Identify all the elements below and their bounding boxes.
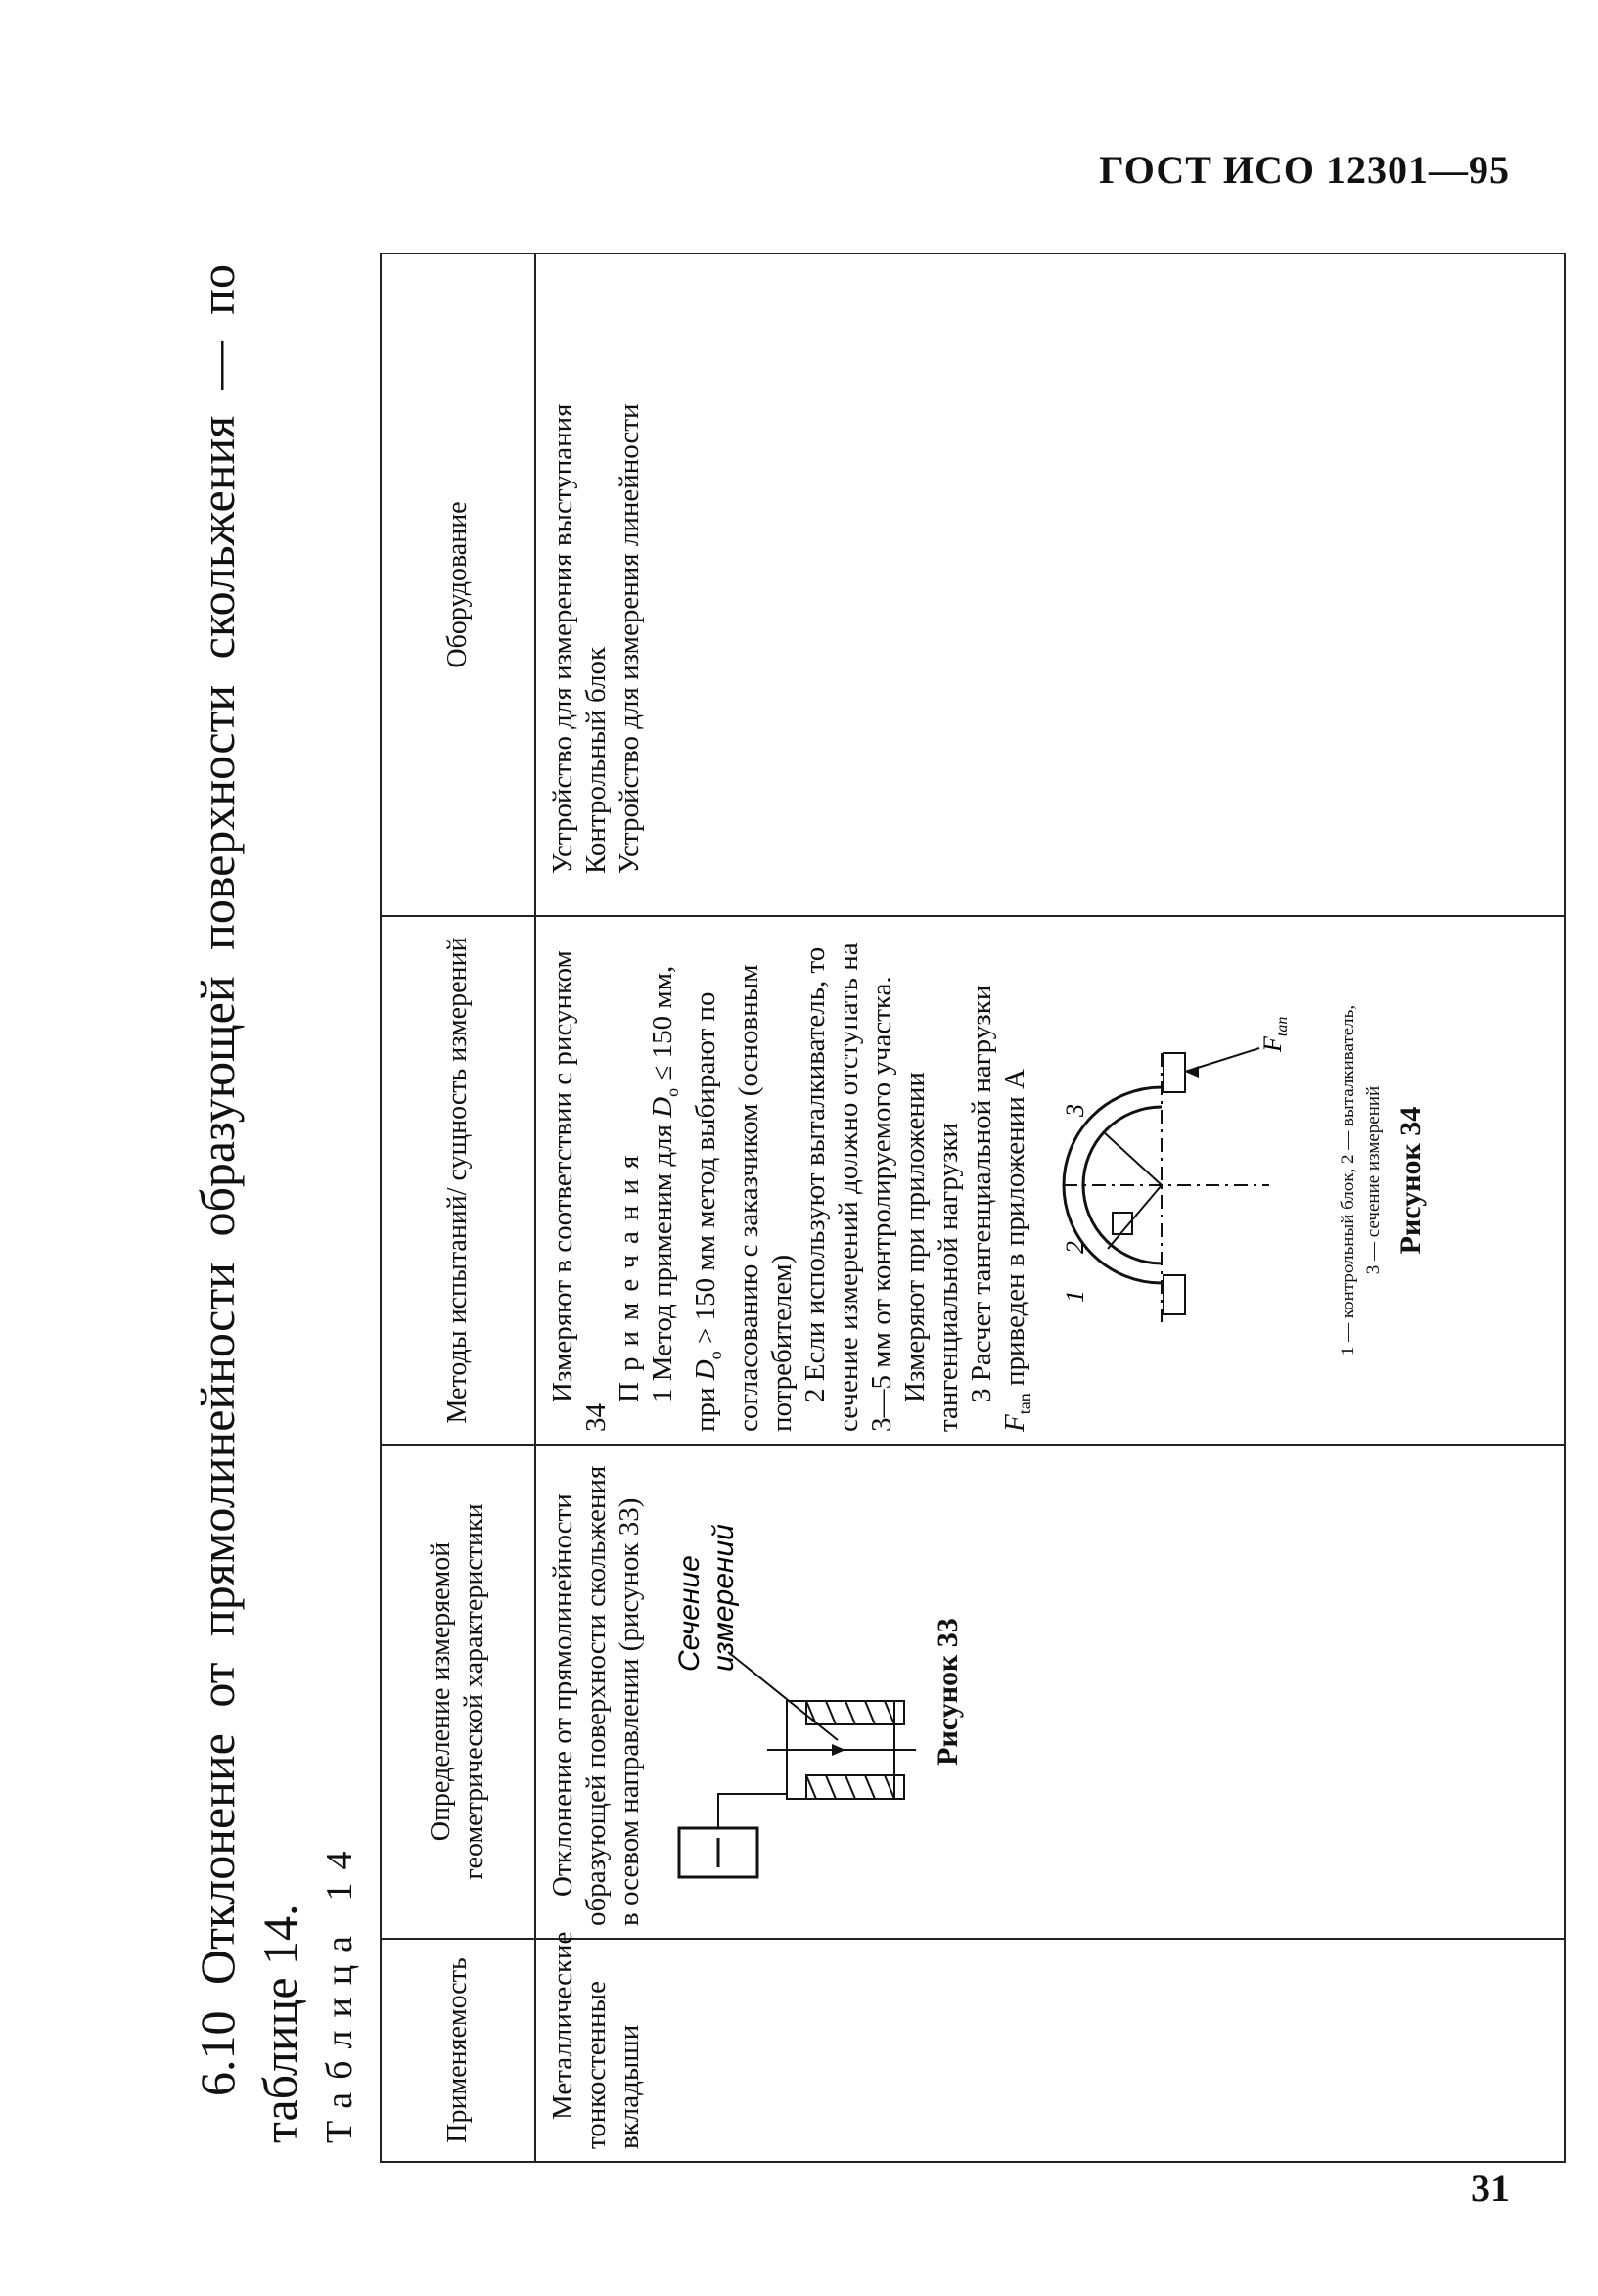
cell-equipment xyxy=(535,253,1565,916)
table-caption: Таблица 14 xyxy=(319,1838,360,2143)
header-applicability: Применяемость xyxy=(381,1939,535,2162)
figure-34-marker: 3 xyxy=(1061,1104,1090,1117)
figure-34-caption: Рисунок 34 xyxy=(1394,1106,1428,1255)
note-1-symbol: D xyxy=(647,1096,678,1118)
figure-34-drawing xyxy=(1054,1016,1292,1342)
figure-33-caption: Рисунок 33 xyxy=(932,1618,964,1766)
figure-33-label: Сечение xyxy=(673,1555,706,1673)
rotated-content xyxy=(147,254,1575,2163)
equipment-item: Устройство для измерения линейности xyxy=(614,403,645,874)
figure-34-force xyxy=(1258,1017,1291,1053)
table-row xyxy=(535,253,1565,2162)
note-3-part: приведен в приложении А xyxy=(998,1069,1030,1394)
cell-definition xyxy=(535,1445,1565,1939)
note-2: 2 Если используют выталкиватель, то сечение измерений должно отступать на 3—5 мм от контролируемого участка. xyxy=(799,942,897,1432)
table-header-row xyxy=(381,253,535,2162)
figure-34-legend: 1 — контрольный блок, 2 — выталкиватель, xyxy=(1338,1004,1359,1356)
note-1-part: > 150 мм метод выбирают по согласованию с заказчиком (основным потребителем) xyxy=(689,964,798,1432)
note-1 xyxy=(646,929,799,1432)
note-2b: Измеряют при приложении тангенциальной нагрузки xyxy=(898,1072,964,1432)
definition-text: Отклонение от прямолинейности образующей поверхности скольжения в осевом направлении (рисунок 33) xyxy=(547,1465,645,1926)
note-1-part: 1 Метод применим для xyxy=(647,1117,678,1402)
note-3 xyxy=(965,929,1041,1432)
header-definition: Определение измеряемой геометрической характеристики xyxy=(381,1445,535,1939)
figure-33-label-2: измерений xyxy=(708,1524,740,1673)
equipment-item: Устройство для измерения выступания xyxy=(547,403,578,874)
note-3-sub: tan xyxy=(1014,1393,1034,1415)
page-number: 31 xyxy=(1471,2166,1510,2210)
note-1-part: ≤ 150 мм, при xyxy=(647,965,721,1432)
section-title: 6.10 Отклонение от прямолинейности образующей поверхности скольжения — по таблице 14. xyxy=(190,264,307,2143)
figure-34-legend-2: 3 — сечение измерений xyxy=(1363,1085,1385,1275)
figure-34-marker: 2 xyxy=(1061,1241,1090,1254)
note-3-symbol: F xyxy=(998,1414,1030,1432)
document-header: ГОСТ ИСО 12301—95 xyxy=(1099,148,1510,192)
notes-label: Примечания xyxy=(614,1144,645,1402)
force-sub: tan xyxy=(1274,1016,1292,1037)
note-1-symbol: D xyxy=(689,1359,721,1381)
figure-33-drawing xyxy=(660,1487,924,1898)
force-symbol: F xyxy=(1258,1036,1288,1052)
equipment-item: Контрольный блок xyxy=(580,646,612,874)
note-3-part: 3 Расчет тангенциальной нагрузки xyxy=(965,985,997,1402)
cell-applicability xyxy=(535,1931,1565,2162)
note-1-sub: o xyxy=(705,1351,725,1360)
methods-intro: Измеряют в соответствии с рисунком 34 xyxy=(547,950,612,1432)
note-1-sub: o xyxy=(662,1087,682,1097)
cell-methods xyxy=(535,916,1565,1445)
header-methods: Методы испытаний/ сущность измерений xyxy=(381,916,535,1445)
table-14 xyxy=(380,253,1566,2163)
applicability-text: Металлические тонкостенные вкладыши xyxy=(547,1931,645,2149)
header-equipment: Оборудование xyxy=(381,253,535,916)
figure-34-marker: 1 xyxy=(1061,1290,1090,1303)
